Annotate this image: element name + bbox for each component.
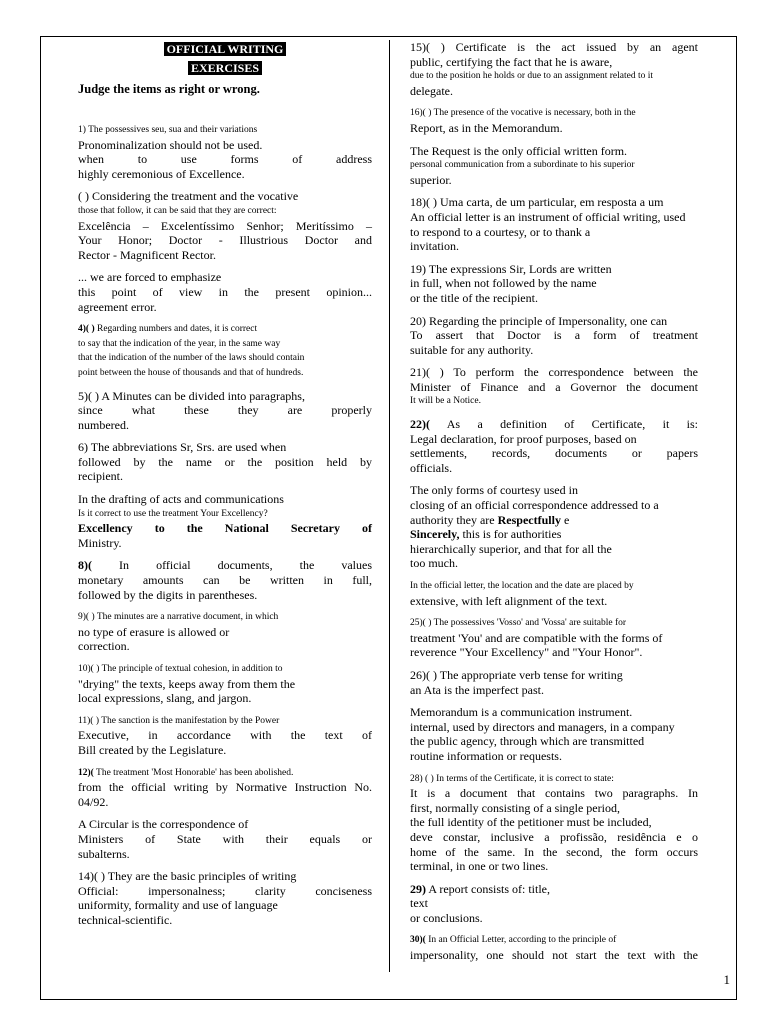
text-line: 04/92. xyxy=(78,794,109,809)
instruction: Judge the items as right or wrong. xyxy=(78,82,260,96)
text-line: invitation. xyxy=(410,239,459,254)
text-line: Official: impersonalness; clarity conciseness xyxy=(78,883,372,898)
exercise-item xyxy=(410,668,698,697)
text-line: text xyxy=(410,896,428,911)
exercise-item xyxy=(410,483,698,571)
text-line: In the drafting of acts and communications xyxy=(78,492,284,507)
text-line: 4)( ) Regarding numbers and dates, it is correct xyxy=(78,324,258,335)
text-line: in full, when not followed by the name xyxy=(410,276,597,291)
exercise-item xyxy=(78,189,372,262)
text-line: first, normally consisting of a single period, xyxy=(410,800,620,815)
text-line: Ministry. xyxy=(78,535,122,550)
text-line: superior. xyxy=(410,172,452,187)
text-line: Sincerely, this is for authorities xyxy=(410,527,562,542)
text-line: 5)( ) A Minutes can be divided into paragraphs, xyxy=(78,388,305,403)
text-line: routine information or requests. xyxy=(410,748,562,763)
text-line: uniformity, formality and use of language xyxy=(78,898,278,913)
right-items xyxy=(410,40,698,963)
exercise-item xyxy=(78,322,372,380)
text-line: 30)( In an Official Letter, according to the principle of xyxy=(410,935,617,946)
exercise-item xyxy=(78,817,372,861)
text-line: treatment 'You' and are compatible with the forms of xyxy=(410,630,663,645)
text-line: those that follow, it can be said that they are correct: xyxy=(78,205,277,216)
text-line: 11)( ) The sanction is the manifestation by the Power xyxy=(78,715,280,726)
text-line: technical-scientific. xyxy=(78,912,173,927)
exercise-item xyxy=(410,195,698,253)
text-line: from the official writing by Normative Instruction No. xyxy=(78,780,372,795)
text-line: closing of an official correspondence addressed to a xyxy=(410,498,659,513)
text-line: A Circular is the correspondence of xyxy=(78,817,249,832)
text-line: 15)( ) Certificate is the act issued by an agent xyxy=(410,40,698,54)
text-line: too much. xyxy=(410,556,458,571)
text-line: 22)( As a definition of Certificate, it is: xyxy=(410,417,698,432)
text-line: Report, as in the Memorandum. xyxy=(410,120,563,135)
exercise-item xyxy=(78,662,372,706)
text-line: since what these they are properly xyxy=(78,403,372,418)
text-line: 6) The abbreviations Sr, Srs. are used when xyxy=(78,440,287,455)
text-line: the full identity of the petitioner must be included, xyxy=(410,815,652,830)
text-line: 18)( ) Uma carta, de um particular, em resposta a um xyxy=(410,195,664,210)
exercise-item xyxy=(78,440,372,484)
text-line: Ministers of State with their equals or xyxy=(78,831,372,846)
text-line: In the official letter, the location and the date are placed by xyxy=(410,581,634,591)
text-line: It is a document that contains two paragraphs. In xyxy=(410,786,698,801)
text-line: Your Honor; Doctor - Illustrious Doctor and xyxy=(78,233,372,248)
text-line: An official letter is an instrument of official writing, used xyxy=(410,209,686,224)
text-line: or the title of the recipient. xyxy=(410,290,538,305)
exercise-item xyxy=(78,714,372,758)
text-line: 14)( ) They are the basic principles of writing xyxy=(78,869,297,884)
text-line: 29) A report consists of: title, xyxy=(410,881,550,896)
exercise-item xyxy=(410,417,698,475)
text-line: terminal, in one or two lines. xyxy=(410,859,549,874)
exercise-item xyxy=(410,365,698,409)
text-line: Pronominalization should not be used. xyxy=(78,137,263,152)
text-line: 26)( ) The appropriate verb tense for writing xyxy=(410,667,623,682)
text-line: public, certifying the fact that he is aware, xyxy=(410,54,613,69)
text-line: officials. xyxy=(410,460,453,475)
text-line: 8)( In official documents, the values xyxy=(78,558,372,573)
text-line: Excelência – Excelentíssimo Senhor; Meritíssimo – xyxy=(78,218,372,233)
text-line: delegate. xyxy=(410,83,453,98)
right-column xyxy=(410,40,698,971)
text-line: monetary amounts can be written in full, xyxy=(78,573,372,588)
text-line: ... we are forced to emphasize xyxy=(78,270,222,285)
exercise-item xyxy=(410,314,698,358)
page-number: 1 xyxy=(723,972,730,987)
text-line: extensive, with left alignment of the text. xyxy=(410,593,608,608)
exercise-item xyxy=(410,106,698,135)
text-line: Is it correct to use the treatment Your Excellency? xyxy=(78,508,268,519)
text-line: The Request is the only official written form. xyxy=(410,143,628,158)
left-column xyxy=(78,40,372,936)
text-line: 16)( ) The presence of the vocative is necessary, both in the xyxy=(410,108,636,119)
text-line: no type of erasure is allowed or xyxy=(78,624,230,639)
exercise-item xyxy=(78,389,372,433)
text-line: numbered. xyxy=(78,417,129,432)
exercise-item xyxy=(410,705,698,763)
exercise-item xyxy=(410,616,698,660)
exercise-item xyxy=(78,270,372,314)
text-line: highly ceremonious of Excellence. xyxy=(78,166,245,181)
text-line: To assert that Doctor is a form of treatment xyxy=(410,328,698,343)
text-line: The only forms of courtesy used in xyxy=(410,483,578,498)
text-line: when to use forms of address xyxy=(78,152,372,167)
column-divider xyxy=(389,40,390,972)
text-line: an Ata is the imperfect past. xyxy=(410,682,544,697)
text-line: Minister of Finance and a Governor the document xyxy=(410,379,698,394)
text-line: reverence "Your Excellency" and "Your Honor". xyxy=(410,645,643,660)
title-line-1: OFFICIAL WRITING xyxy=(164,42,287,56)
text-line: 21)( ) To perform the correspondence between the xyxy=(410,365,698,380)
text-line: 19) The expressions Sir, Lords are written xyxy=(410,261,612,276)
text-line: It will be a Notice. xyxy=(410,396,481,407)
exercise-item xyxy=(410,882,698,926)
title-line-2: EXERCISES xyxy=(188,61,262,75)
exercise-item xyxy=(78,766,372,810)
text-line: authority they are Respectfully e xyxy=(410,512,570,527)
text-line: to respond to a courtesy, or to thank a xyxy=(410,224,591,239)
exercise-item xyxy=(78,123,372,181)
text-line: this point of view in the present opinion... xyxy=(78,284,372,299)
exercise-item xyxy=(78,492,372,550)
text-line: 10)( ) The principle of textual cohesion, in addition to xyxy=(78,664,283,674)
text-line: 25)( ) The possessives 'Vosso' and 'Vossa' are suitable for xyxy=(410,618,627,629)
exercise-item xyxy=(410,40,698,98)
text-line: 1) The possessives seu, sua and their variations xyxy=(78,125,258,135)
text-line: 28) ( ) In terms of the Certificate, it is correct to state: xyxy=(410,773,614,784)
exercise-item xyxy=(410,579,698,608)
text-line: Legal declaration, for proof purposes, based on xyxy=(410,431,637,446)
text-line: agreement error. xyxy=(78,299,157,314)
exercise-item xyxy=(410,144,698,188)
exercise-item xyxy=(78,869,372,927)
text-line: Rector - Magnificent Rector. xyxy=(78,247,216,262)
text-line: internal, used by directors and managers, in a company xyxy=(410,719,675,734)
text-line: point between the house of thousands and that of hundreds. xyxy=(78,367,304,378)
exercise-item xyxy=(78,558,372,602)
exercise-item xyxy=(410,933,698,962)
text-line: Excellency to the National Secretary of xyxy=(78,521,372,536)
text-line: due to the position he holds or due to an assignment related to it xyxy=(410,71,653,82)
text-line: ( ) Considering the treatment and the vocative xyxy=(78,189,299,204)
title-block xyxy=(78,40,372,78)
text-line: "drying" the texts, keeps away from them the xyxy=(78,676,296,691)
text-line: Executive, in accordance with the text of xyxy=(78,728,372,743)
text-line: that the indication of the number of the laws should contain xyxy=(78,353,305,364)
text-line: recipient. xyxy=(78,469,123,484)
exercise-item xyxy=(410,262,698,306)
text-line: followed by the name or the position held by xyxy=(78,454,372,469)
text-line: the public agency, through which are transmitted xyxy=(410,734,645,749)
text-line: or conclusions. xyxy=(410,910,483,925)
text-line: deve constar, inclusive a profissão, residência e o xyxy=(410,829,698,844)
left-items xyxy=(78,123,372,928)
text-line: settlements, records, documents or papers xyxy=(410,446,698,461)
text-line: to say that the indication of the year, in the same way xyxy=(78,338,281,349)
text-line: home of the same. In the second, the form occurs xyxy=(410,844,698,859)
text-line: 20) Regarding the principle of Impersonality, one can xyxy=(410,313,668,328)
exercise-item xyxy=(78,610,372,654)
text-line: followed by the digits in parentheses. xyxy=(78,587,258,602)
text-line: personal communication from a subordinate to his superior xyxy=(410,160,635,171)
text-line: 9)( ) The minutes are a narrative document, in which xyxy=(78,612,279,623)
text-line: suitable for any authority. xyxy=(410,342,534,357)
text-line: 12)( The treatment 'Most Honorable' has been abolished. xyxy=(78,767,294,778)
text-line: hierarchically superior, and that for all the xyxy=(410,541,612,556)
text-line: correction. xyxy=(78,639,130,654)
text-line: local expressions, slang, and jargon. xyxy=(78,691,252,706)
text-line: Memorandum is a communication instrument. xyxy=(410,705,633,720)
exercise-item xyxy=(410,772,698,874)
text-line: subalterns. xyxy=(78,846,130,861)
text-line: impersonality, one should not start the text with the xyxy=(410,948,698,963)
text-line: Bill created by the Legislature. xyxy=(78,742,227,757)
